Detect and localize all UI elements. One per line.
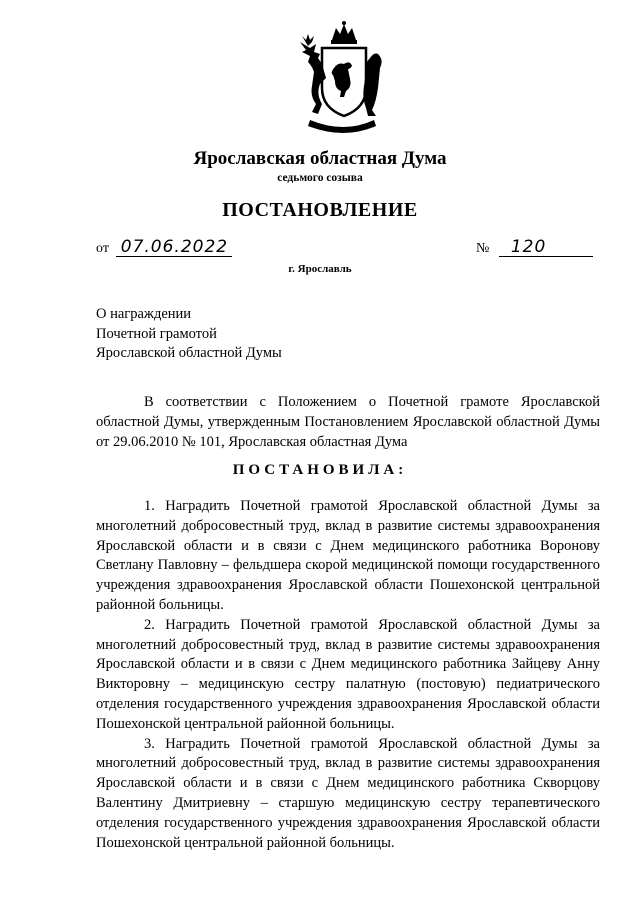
resolution-items <box>96 497 600 853</box>
handwritten-number: 120 <box>499 238 593 257</box>
document-type-title: ПОСТАНОВЛЕНИЕ <box>222 199 418 221</box>
subject-line: Ярославской областной Думы <box>96 345 282 361</box>
organization-title: Ярославская областная Дума <box>193 148 447 169</box>
resolution-item: 1. Наградить Почетной грамотой Ярославской областной Думы за многолетний добросовестный труд, вклад в развитие системы здравоохранения Ярославской области и в связи с Днем медицинского работника Воронову Светлану Павловну – фельдшера скорой медицинской помощи государственного учреждения здравоохранения Ярославской области Пошехонской центральной районной больницы. <box>96 498 600 613</box>
resolution-item: 2. Наградить Почетной грамотой Ярославской областной Думы за многолетний добросовестный труд, вклад в развитие системы здравоохранения Ярославской области и в связи с Днем медицинского работника Зайцеву Анну Викторовну – медицинскую сестру палатную (постовую) педиатрического отделения государственного учреждения здравоохранения Ярославской области Пошехонской центральной районной больницы. <box>96 616 600 732</box>
number-field <box>476 238 593 257</box>
resolution-item: 3. Наградить Почетной грамотой Ярославской областной Думы за многолетний добросовестный труд, вклад в развитие системы здравоохранения Ярославской области и в связи с Днем медицинского работника Скворцову Валентину Дмитриевну – старшую медицинскую сестру терапевтического отделения государственного учреждения здравоохранения Ярославской области Пошехонской центральной районной больницы. <box>96 735 600 851</box>
preamble-paragraph: В соответствии с Положением о Почетной грамоте Ярославской областной Думы, утвержденным Постановлением Ярославской областной Думы от 29.06.2010 № 101, Ярославская областная Дума <box>96 394 600 450</box>
subject-line: О награждении <box>96 306 192 322</box>
resolved-heading: ПОСТАНОВИЛА: <box>232 462 408 478</box>
number-prefix: № <box>476 241 490 256</box>
date-field <box>96 238 232 257</box>
city-label: г. Ярославль <box>288 263 352 275</box>
coat-of-arms-emblem <box>292 18 388 136</box>
convocation-subtitle: седьмого созыва <box>277 172 363 184</box>
subject-line: Почетной грамотой <box>96 325 217 342</box>
subject-block <box>96 305 282 364</box>
date-prefix: от <box>96 241 109 256</box>
handwritten-date: 07.06.2022 <box>116 238 232 257</box>
